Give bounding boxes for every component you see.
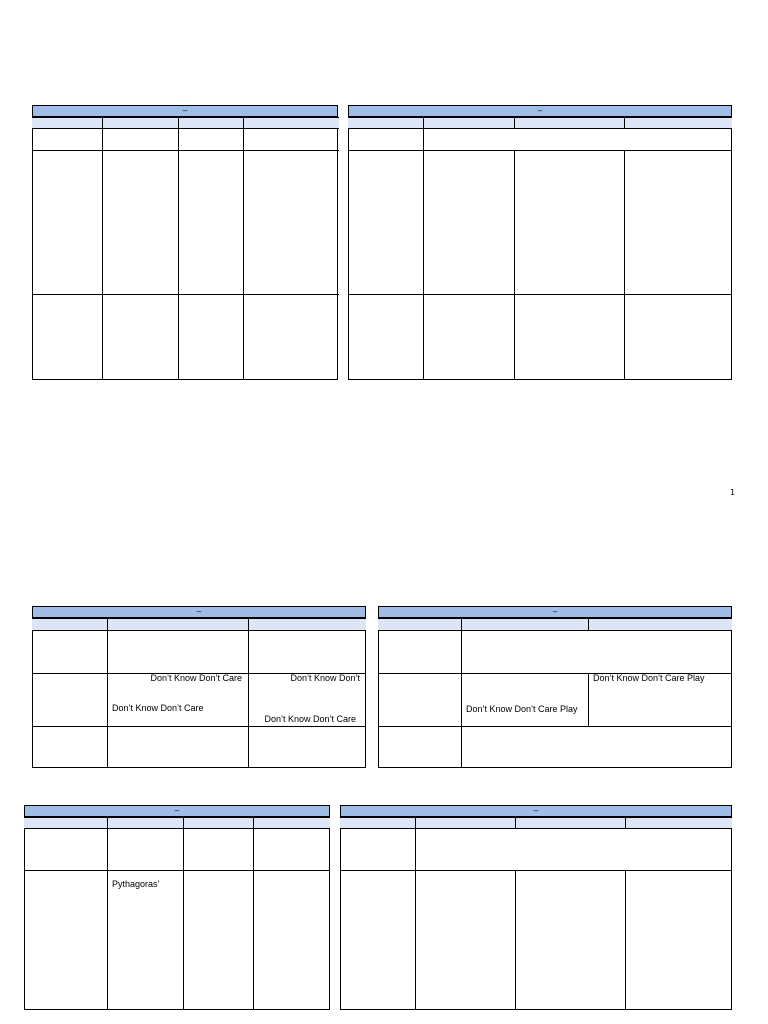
table-2-cell	[348, 294, 423, 380]
table-4-subheader-cell	[461, 618, 588, 630]
table-1-cell	[178, 128, 243, 150]
table-4-subheader-cell	[378, 618, 461, 630]
table-5-header: –	[25, 806, 329, 817]
table-4-subheader-cell	[588, 618, 732, 630]
table-1-cell	[243, 150, 339, 294]
table-2-subheader-cell	[348, 117, 423, 128]
table-1-cell	[178, 150, 243, 294]
table-1-cell	[102, 294, 178, 380]
table-3-cell	[107, 673, 248, 726]
table-6-cell	[625, 870, 732, 1010]
table-2-cell	[514, 150, 624, 294]
table-5-subheader-cell	[183, 817, 253, 828]
table-6-cell	[415, 870, 515, 1010]
table-1-header: –	[33, 106, 337, 117]
cell-text: Pythagoras’	[112, 879, 160, 889]
table-6-cell	[340, 828, 415, 870]
table-1-subheader-cell	[102, 117, 178, 128]
table-2-subheader-cell	[624, 117, 732, 128]
table-6-subheader-cell	[415, 817, 515, 828]
cell-text: Don’t Know Don’t Care	[150, 673, 242, 683]
table-2-cell	[348, 128, 423, 150]
table-4-cell	[461, 673, 588, 726]
table-3-cell	[107, 726, 248, 768]
table-5-cell	[24, 828, 107, 870]
table-2-cell	[514, 294, 624, 380]
table-2-cell	[423, 294, 514, 380]
cell-text: Don’t Know Don’t Care Play	[466, 704, 578, 714]
table-6	[340, 805, 732, 1010]
table-5-cell	[253, 828, 330, 870]
table-1-cell	[178, 294, 243, 380]
table-5-subheader-cell	[253, 817, 330, 828]
table-1-cell	[243, 128, 339, 150]
table-6-cell	[415, 828, 732, 870]
table-2-cell	[423, 150, 514, 294]
table-4-cell	[378, 726, 461, 768]
table-6-cell	[515, 870, 625, 1010]
table-1-cell	[32, 294, 102, 380]
table-4-cell	[588, 673, 732, 726]
table-5-cell	[107, 870, 183, 1010]
table-1-subheader-cell	[243, 117, 339, 128]
cell-text: Don’t Know Don’t Care	[264, 714, 356, 724]
table-2-header: –	[349, 106, 731, 117]
table-5-subheader-cell	[107, 817, 183, 828]
table-2-subheader-cell	[514, 117, 624, 128]
table-3-cell	[32, 726, 107, 768]
table-5-subheader-cell	[24, 817, 107, 828]
table-2-cell	[624, 294, 732, 380]
table-3-cell	[107, 630, 248, 673]
page-number: 1	[730, 488, 735, 497]
table-5-cell	[183, 870, 253, 1010]
table-2	[348, 105, 732, 380]
table-1-cell	[102, 128, 178, 150]
table-4-cell	[461, 726, 732, 768]
table-4-header: –	[379, 607, 731, 618]
cell-text: Don’t Know Don’t Care	[112, 703, 204, 713]
cell-text: Don’t Know Don’t	[290, 673, 360, 683]
table-1-cell	[32, 128, 102, 150]
table-2-subheader-cell	[423, 117, 514, 128]
table-6-cell	[340, 870, 415, 1010]
table-3-cell	[248, 673, 366, 726]
table-1	[32, 105, 338, 380]
table-4	[378, 606, 732, 768]
table-3-subheader-cell	[32, 618, 107, 630]
table-2-cell	[624, 150, 732, 294]
table-5-cell	[183, 828, 253, 870]
table-6-subheader-cell	[515, 817, 625, 828]
table-3-cell	[32, 630, 107, 673]
table-1-cell	[32, 150, 102, 294]
table-3-cell	[32, 673, 107, 726]
table-3-cell	[248, 726, 366, 768]
table-5-cell	[24, 870, 107, 1010]
table-1-subheader-cell	[178, 117, 243, 128]
table-3-subheader-cell	[248, 618, 366, 630]
table-4-cell	[378, 630, 461, 673]
table-3-subheader-cell	[107, 618, 248, 630]
table-5	[24, 805, 330, 1010]
table-6-subheader-cell	[625, 817, 732, 828]
table-1-cell	[102, 150, 178, 294]
table-4-cell	[378, 673, 461, 726]
table-3-cell	[248, 630, 366, 673]
table-6-header: –	[341, 806, 731, 817]
table-4-cell	[461, 630, 732, 673]
table-5-cell	[253, 870, 330, 1010]
table-3-header: –	[33, 607, 365, 618]
table-1-cell	[243, 294, 339, 380]
table-2-cell	[423, 128, 732, 150]
table-1-subheader-cell	[32, 117, 102, 128]
table-6-subheader-cell	[340, 817, 415, 828]
table-2-cell	[348, 150, 423, 294]
cell-text: Don’t Know Don’t Care Play	[593, 673, 705, 683]
table-3	[32, 606, 366, 768]
table-5-cell	[107, 828, 183, 870]
